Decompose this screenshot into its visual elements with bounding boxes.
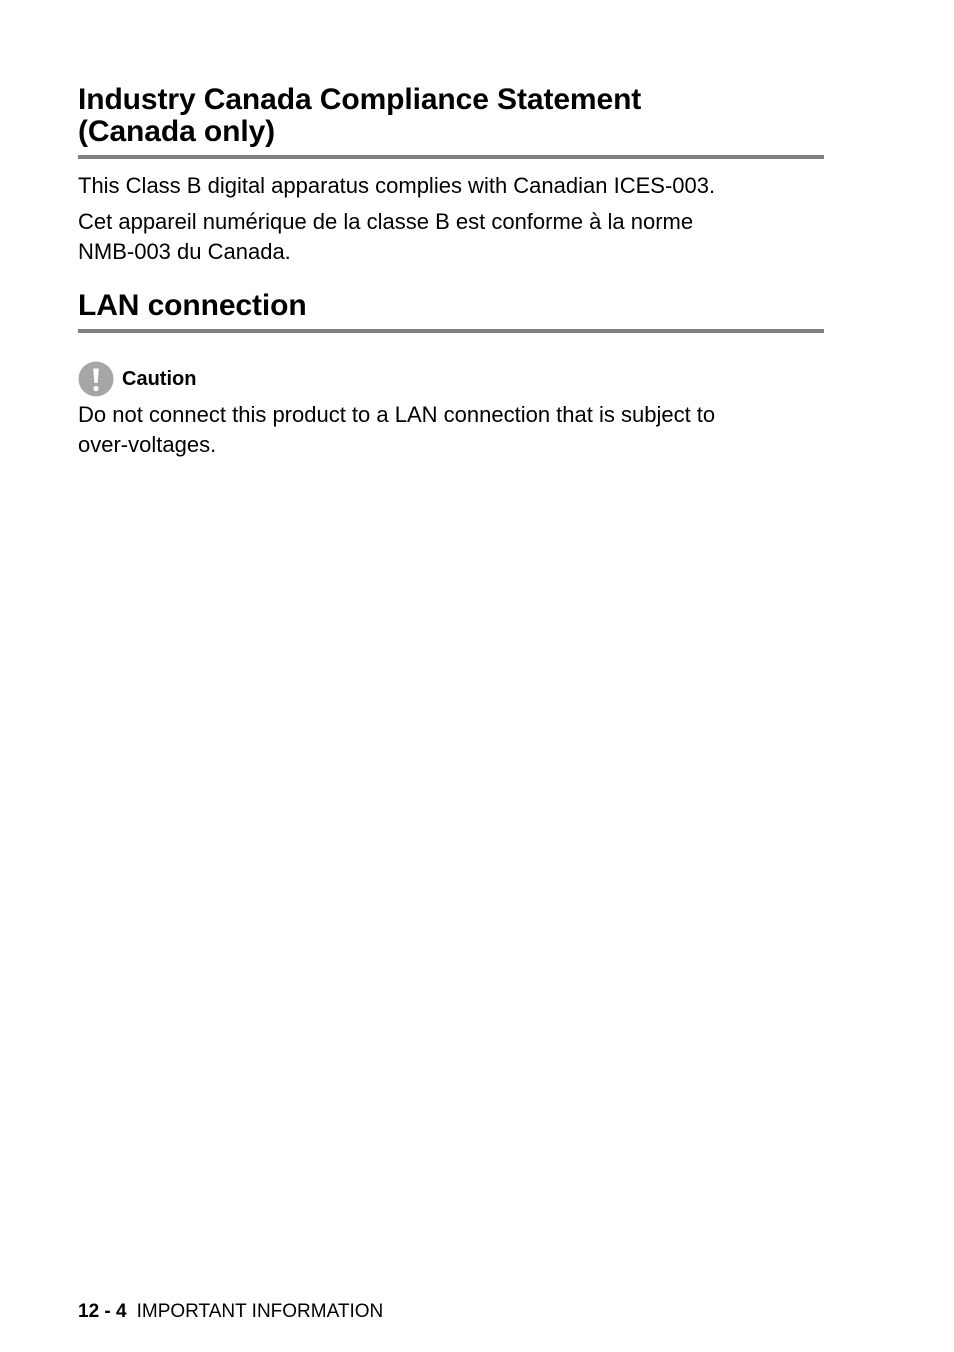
section-divider bbox=[78, 329, 824, 333]
paragraph-line: Do not connect this product to a LAN connection that is subject to bbox=[78, 402, 716, 427]
caution-text bbox=[78, 400, 824, 460]
compliance-paragraph-english: This Class B digital apparatus complies with Canadian ICES-003. bbox=[78, 173, 716, 198]
paragraph-line: over-voltages. bbox=[78, 432, 217, 457]
caution-label: Caution bbox=[122, 368, 197, 390]
chapter-title: IMPORTANT INFORMATION bbox=[136, 1301, 384, 1322]
compliance-paragraph-french bbox=[78, 207, 824, 267]
section-title-line-2: (Canada only) bbox=[78, 115, 276, 148]
section-title-line-1: Industry Canada Compliance Statement bbox=[78, 83, 642, 116]
section-title-industry-canada bbox=[78, 84, 824, 148]
page-number: 12 - 4 bbox=[78, 1301, 127, 1322]
section-divider bbox=[78, 155, 824, 159]
exclamation-icon bbox=[78, 361, 114, 397]
paragraph-line: Cet appareil numérique de la classe B est conforme à la norme bbox=[78, 209, 694, 234]
page-footer bbox=[78, 1300, 383, 1324]
section-title-lan-connection: LAN connection bbox=[78, 289, 307, 322]
paragraph-line: NMB-003 du Canada. bbox=[78, 239, 291, 264]
caution-heading bbox=[78, 361, 196, 397]
